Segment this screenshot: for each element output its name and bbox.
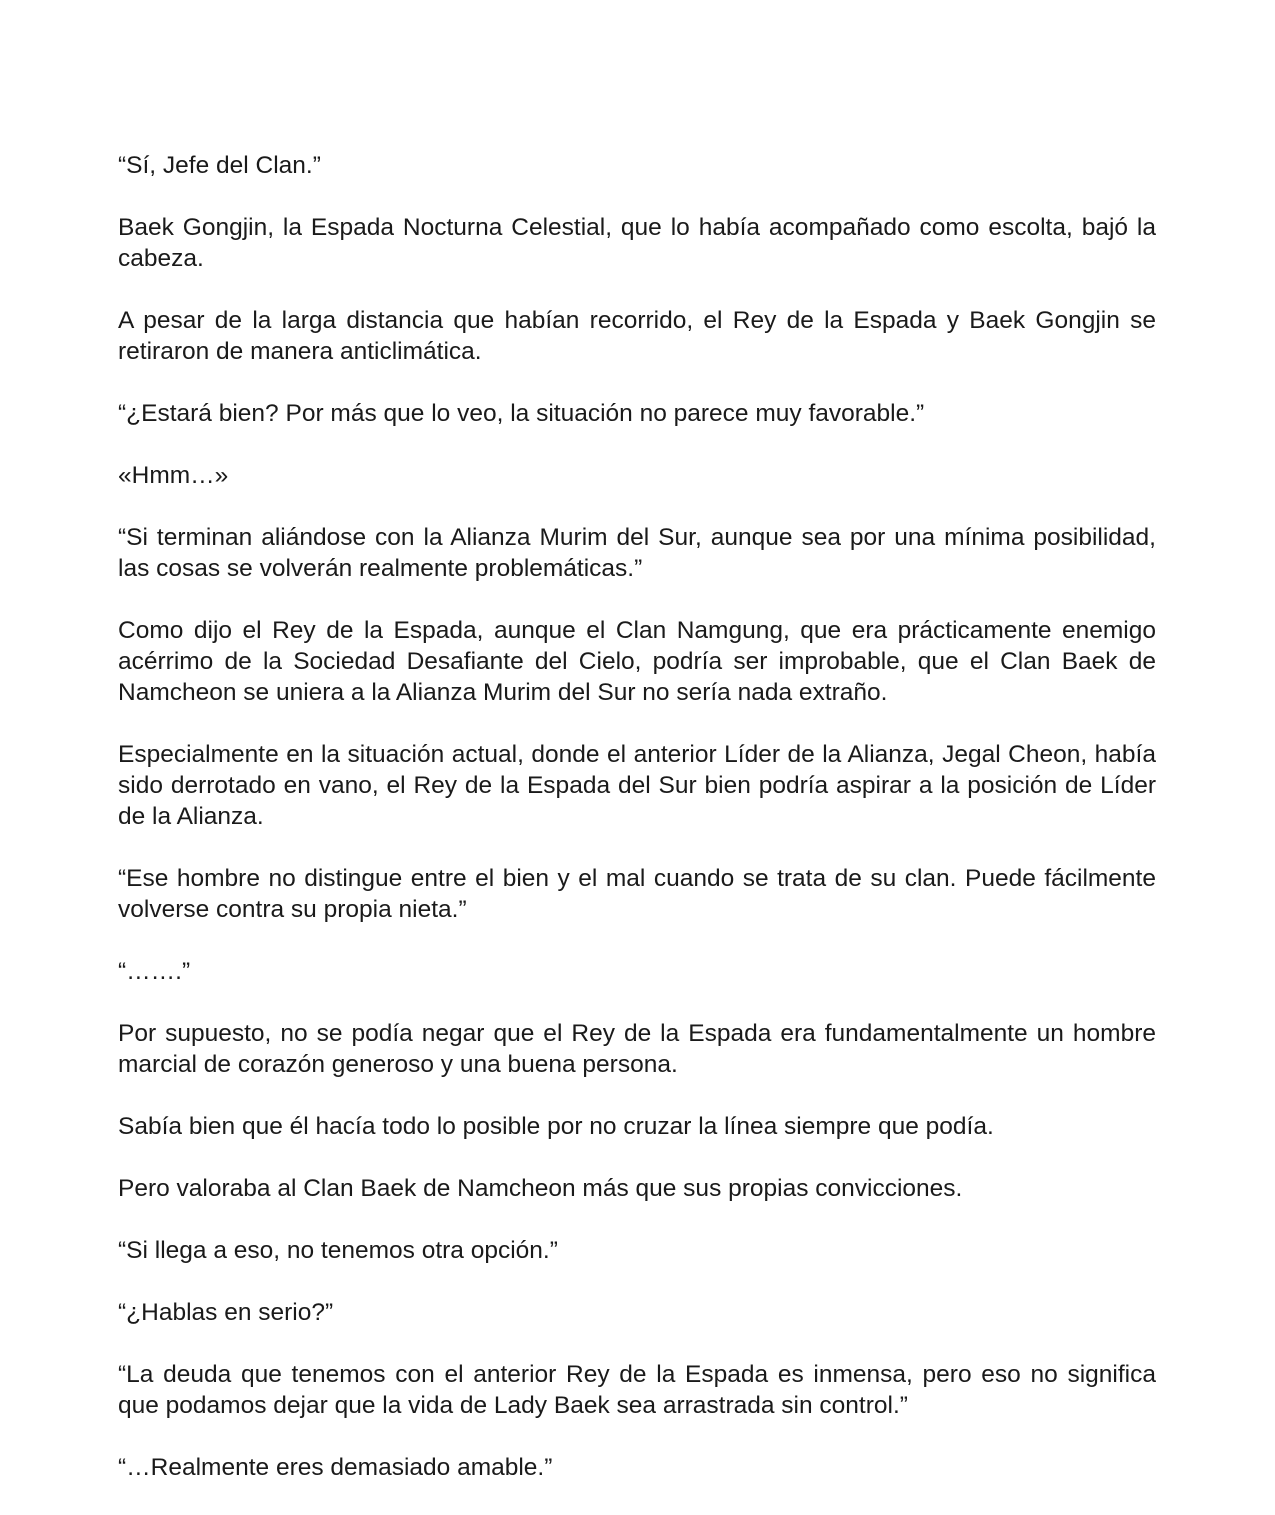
paragraph: “Si llega a eso, no tenemos otra opción.”	[118, 1237, 558, 1264]
paragraph: Baek Gongjin, la Espada Nocturna Celestial, que lo había acompañado como escolta, bajó la cabeza.	[118, 214, 1156, 272]
paragraph: Sabía bien que él hacía todo lo posible por no cruzar la línea siempre que podía.	[118, 1113, 994, 1140]
paragraph: “Si terminan aliándose con la Alianza Murim del Sur, aunque sea por una mínima posibilidad, las cosas se volverán realmente problemáticas.”	[118, 524, 1156, 582]
paragraph: Especialmente en la situación actual, donde el anterior Líder de la Alianza, Jegal Cheon, había sido derrotado en vano, el Rey de la Espada del Sur bien podría aspirar a la posición de Líder de la Alianza.	[118, 741, 1156, 830]
paragraph: Pero valoraba al Clan Baek de Namcheon más que sus propias convicciones.	[118, 1175, 963, 1202]
paragraph: A pesar de la larga distancia que habían recorrido, el Rey de la Espada y Baek Gongjin se retiraron de manera anticlimática.	[118, 307, 1156, 365]
paragraph: «Hmm…»	[118, 462, 229, 489]
paragraph: Por supuesto, no se podía negar que el Rey de la Espada era fundamentalmente un hombre marcial de corazón generoso y una buena persona.	[118, 1020, 1156, 1078]
paragraph: “La deuda que tenemos con el anterior Rey de la Espada es inmensa, pero eso no significa que podamos dejar que la vida de Lady Baek sea arrastrada sin control.”	[118, 1361, 1156, 1419]
paragraph: “Ese hombre no distingue entre el bien y el mal cuando se trata de su clan. Puede fácilmente volverse contra su propia nieta.”	[118, 865, 1156, 923]
paragraph: “…Realmente eres demasiado amable.”	[118, 1454, 553, 1481]
paragraph: “¿Hablas en serio?”	[118, 1299, 334, 1326]
paragraph: “Sí, Jefe del Clan.”	[118, 152, 321, 179]
paragraph: “…….”	[118, 958, 191, 985]
document-body	[118, 150, 1156, 1483]
paragraph: Como dijo el Rey de la Espada, aunque el Clan Namgung, que era prácticamente enemigo acérrimo de la Sociedad Desafiante del Cielo, podría ser improbable, que el Clan Baek de Namcheon se uniera a la Alianza Murim del Sur no sería nada extraño.	[118, 617, 1156, 706]
paragraph: “¿Estará bien? Por más que lo veo, la situación no parece muy favorable.”	[118, 400, 925, 427]
